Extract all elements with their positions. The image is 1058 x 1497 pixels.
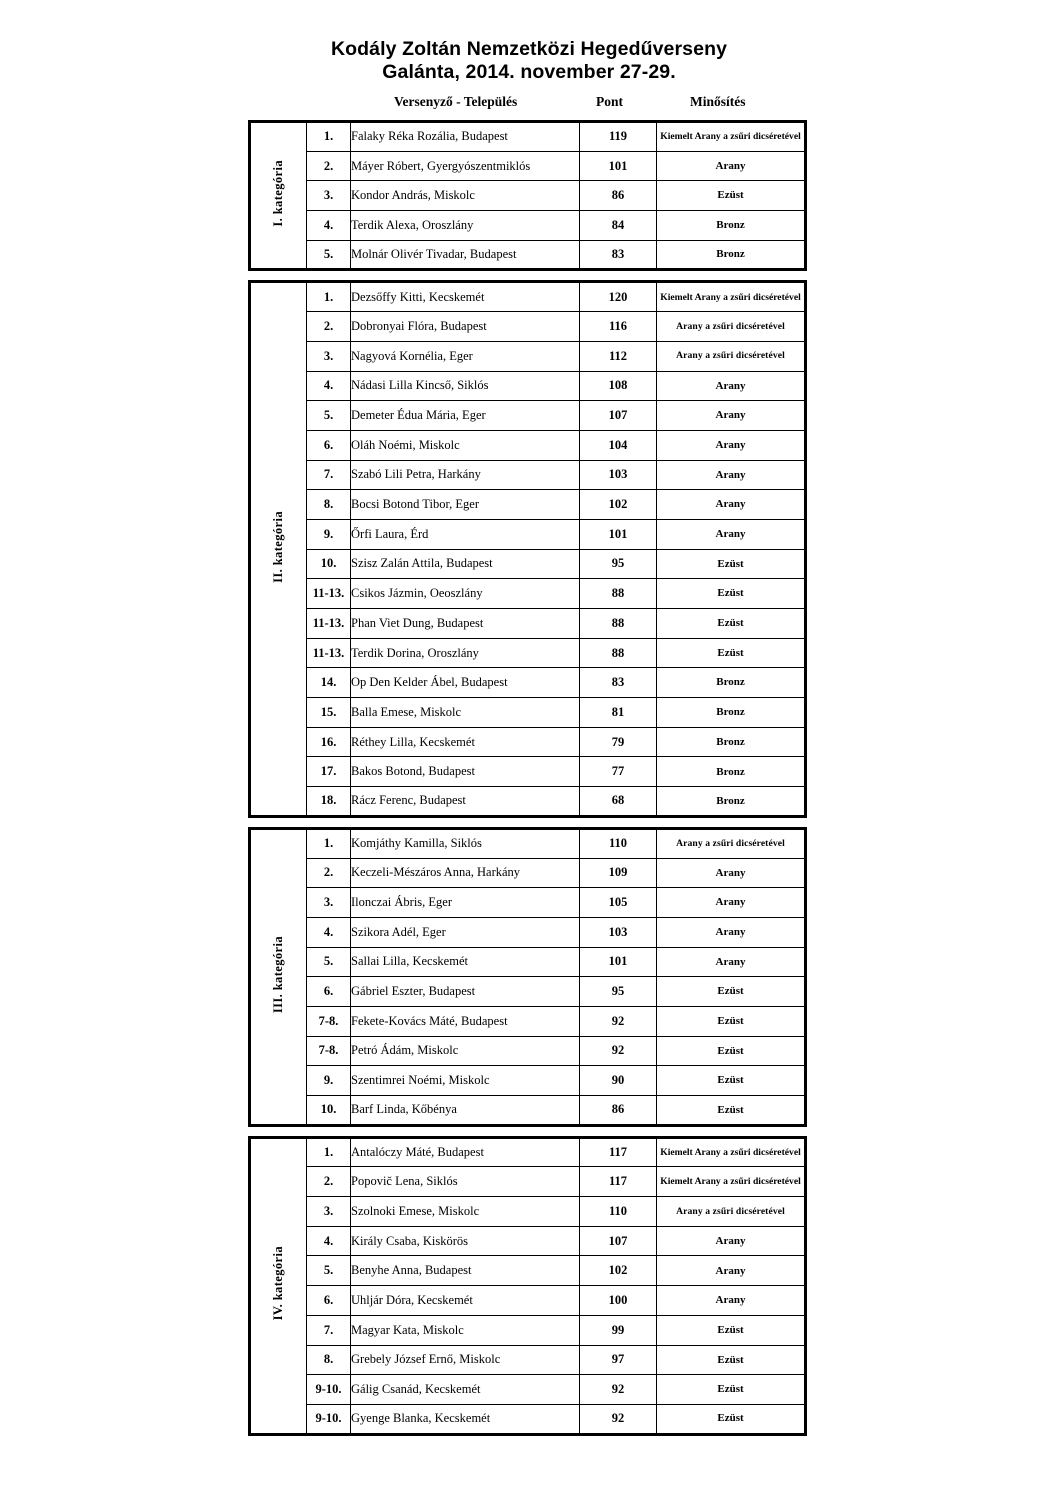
qualification-cell: Arany [657,858,806,888]
points-cell: 79 [580,727,657,757]
qualification-cell: Kiemelt Arany a zsűri dicséretével [657,1167,806,1197]
points-cell: 101 [580,519,657,549]
rank-cell: 11-13. [307,609,351,639]
qualification-cell: Arany [657,401,806,431]
document-title [0,0,1058,84]
qualification-cell: Arany [657,460,806,490]
column-headers [248,94,804,120]
competitor-name-cell: Réthey Lilla, Kecskemét [351,727,580,757]
points-cell: 110 [580,1197,657,1227]
points-cell: 92 [580,1404,657,1434]
table-row [250,371,806,401]
points-cell: 103 [580,460,657,490]
table-row [250,1256,806,1286]
competitor-name-cell: Rácz Ferenc, Budapest [351,787,580,817]
points-cell: 109 [580,858,657,888]
table-row [250,1197,806,1227]
table-row [250,609,806,639]
table-row [250,181,806,211]
competitor-name-cell: Sallai Lilla, Kecskemét [351,947,580,977]
table-row [250,122,806,152]
points-cell: 92 [580,1375,657,1405]
qualification-cell: Arany a zsűri dicséretével [657,828,806,858]
qualification-cell: Kiemelt Arany a zsűri dicséretével [657,1137,806,1167]
competitor-name-cell: Phan Viet Dung, Budapest [351,609,580,639]
competitor-name-cell: Nagyová Kornélia, Eger [351,341,580,371]
competitor-name-cell: Szikora Adél, Eger [351,917,580,947]
column-header-competitor: Versenyző - Település [394,94,518,109]
points-cell: 110 [580,828,657,858]
points-cell: 102 [580,1256,657,1286]
rank-cell: 16. [307,727,351,757]
rank-cell: 2. [307,151,351,181]
points-cell: 68 [580,787,657,817]
qualification-cell: Ezüst [657,609,806,639]
category-table [248,280,807,817]
title-line-1: Kodály Zoltán Nemzetközi Hegedűverseny [330,38,728,60]
table-row [250,1226,806,1256]
qualification-cell: Ezüst [657,1315,806,1345]
qualification-cell: Ezüst [657,1404,806,1434]
points-cell: 120 [580,282,657,312]
qualification-cell: Arany a zsűri dicséretével [657,341,806,371]
points-cell: 107 [580,401,657,431]
points-cell: 117 [580,1137,657,1167]
rank-cell: 4. [307,917,351,947]
competitor-name-cell: Nádasi Lilla Kincső, Siklós [351,371,580,401]
rank-cell: 2. [307,312,351,342]
qualification-cell: Ezüst [657,1036,806,1066]
table-row [250,1167,806,1197]
points-cell: 86 [580,1096,657,1126]
qualification-cell: Ezüst [657,1375,806,1405]
competitor-name-cell: Komjáthy Kamilla, Siklós [351,828,580,858]
qualification-cell: Ezüst [657,1066,806,1096]
competitor-name-cell: Uhljár Dóra, Kecskemét [351,1286,580,1316]
qualification-cell: Arany [657,1286,806,1316]
table-row [250,490,806,520]
qualification-cell: Bronz [657,787,806,817]
qualification-cell: Ezüst [657,1345,806,1375]
table-row [250,1006,806,1036]
table-row [250,549,806,579]
competitor-name-cell: Terdik Alexa, Oroszlány [351,211,580,241]
competitor-name-cell: Gálig Csanád, Kecskemét [351,1375,580,1405]
points-cell: 108 [580,371,657,401]
results-tables [248,94,804,1445]
competitor-name-cell: Király Csaba, Kiskörös [351,1226,580,1256]
table-row [250,211,806,241]
points-cell: 77 [580,757,657,787]
points-cell: 112 [580,341,657,371]
rank-cell: 2. [307,858,351,888]
table-row [250,638,806,668]
rank-cell: 1. [307,282,351,312]
qualification-cell: Bronz [657,727,806,757]
table-row [250,1137,806,1167]
rank-cell: 5. [307,947,351,977]
points-cell: 83 [580,240,657,270]
table-row [250,787,806,817]
table-row [250,151,806,181]
rank-cell: 2. [307,1167,351,1197]
rank-cell: 14. [307,668,351,698]
competitor-name-cell: Dezsőffy Kitti, Kecskemét [351,282,580,312]
points-cell: 119 [580,122,657,152]
category-table [248,1136,807,1436]
points-cell: 90 [580,1066,657,1096]
qualification-cell: Ezüst [657,549,806,579]
competitor-name-cell: Op Den Kelder Ábel, Budapest [351,668,580,698]
table-row [250,519,806,549]
rank-cell: 6. [307,430,351,460]
category-label-cell [250,1137,307,1434]
category-label-cell [250,828,307,1125]
competitor-name-cell: Petró Ádám, Miskolc [351,1036,580,1066]
table-row [250,668,806,698]
qualification-cell: Arany a zsűri dicséretével [657,1197,806,1227]
points-cell: 81 [580,698,657,728]
rank-cell: 7-8. [307,1006,351,1036]
competitor-name-cell: Falaky Réka Rozália, Budapest [351,122,580,152]
competitor-name-cell: Szabó Lili Petra, Harkány [351,460,580,490]
qualification-cell: Arany [657,490,806,520]
rank-cell: 7. [307,1315,351,1345]
rank-cell: 1. [307,122,351,152]
qualification-cell: Ezüst [657,977,806,1007]
table-row [250,1096,806,1126]
qualification-cell: Arany [657,430,806,460]
category-label: IV. kategória [271,1245,285,1321]
points-cell: 102 [580,490,657,520]
column-header-qualification: Minősítés [690,94,746,109]
points-cell: 99 [580,1315,657,1345]
rank-cell: 9. [307,519,351,549]
table-row [250,888,806,918]
rank-cell: 15. [307,698,351,728]
qualification-cell: Bronz [657,698,806,728]
points-cell: 88 [580,638,657,668]
rank-cell: 3. [307,1197,351,1227]
qualification-cell: Arany a zsűri dicséretével [657,312,806,342]
table-row [250,828,806,858]
qualification-cell: Arany [657,1226,806,1256]
qualification-cell: Arany [657,1256,806,1286]
category-label: III. kategória [271,935,285,1013]
rank-cell: 6. [307,977,351,1007]
qualification-cell: Ezüst [657,1006,806,1036]
rank-cell: 5. [307,1256,351,1286]
qualification-cell: Bronz [657,668,806,698]
competitor-name-cell: Bakos Botond, Budapest [351,757,580,787]
rank-cell: 6. [307,1286,351,1316]
competitor-name-cell: Szolnoki Emese, Miskolc [351,1197,580,1227]
qualification-cell: Arany [657,888,806,918]
competitor-name-cell: Molnár Olivér Tivadar, Budapest [351,240,580,270]
table-row [250,858,806,888]
qualification-cell: Arany [657,371,806,401]
table-row [250,430,806,460]
points-cell: 88 [580,579,657,609]
points-cell: 92 [580,1006,657,1036]
table-row [250,698,806,728]
qualification-cell: Arany [657,917,806,947]
qualification-cell: Ezüst [657,638,806,668]
competitor-name-cell: Popovič Lena, Siklós [351,1167,580,1197]
competitor-name-cell: Grebely József Ernő, Miskolc [351,1345,580,1375]
rank-cell: 7. [307,460,351,490]
competitor-name-cell: Barf Linda, Kőbénya [351,1096,580,1126]
points-cell: 100 [580,1286,657,1316]
qualification-cell: Arany [657,519,806,549]
table-row [250,1036,806,1066]
competitor-name-cell: Máyer Róbert, Gyergyószentmiklós [351,151,580,181]
points-cell: 92 [580,1036,657,1066]
rank-cell: 8. [307,490,351,520]
table-row [250,460,806,490]
rank-cell: 3. [307,181,351,211]
points-cell: 97 [580,1345,657,1375]
competitor-name-cell: Antalóczy Máté, Budapest [351,1137,580,1167]
rank-cell: 10. [307,1096,351,1126]
category-table [248,827,807,1127]
points-cell: 88 [580,609,657,639]
rank-cell: 1. [307,828,351,858]
qualification-cell: Bronz [657,240,806,270]
competitor-name-cell: Gyenge Blanka, Kecskemét [351,1404,580,1434]
rank-cell: 4. [307,1226,351,1256]
competitor-name-cell: Ilonczai Ábris, Eger [351,888,580,918]
category-label-cell [250,122,307,270]
competitor-name-cell: Fekete-Kovács Máté, Budapest [351,1006,580,1036]
table-row [250,312,806,342]
points-cell: 101 [580,947,657,977]
table-row [250,757,806,787]
table-row [250,401,806,431]
points-cell: 105 [580,888,657,918]
competitor-name-cell: Dobronyai Flóra, Budapest [351,312,580,342]
qualification-cell: Bronz [657,211,806,241]
qualification-cell: Arany [657,947,806,977]
competitor-name-cell: Magyar Kata, Miskolc [351,1315,580,1345]
points-cell: 107 [580,1226,657,1256]
qualification-cell: Bronz [657,757,806,787]
table-row [250,977,806,1007]
rank-cell: 11-13. [307,579,351,609]
competitor-name-cell: Csikos Jázmin, Oeoszlány [351,579,580,609]
category-tables-host [248,120,804,1436]
competitor-name-cell: Bocsi Botond Tibor, Eger [351,490,580,520]
points-cell: 84 [580,211,657,241]
rank-cell: 9-10. [307,1375,351,1405]
qualification-cell: Arany [657,151,806,181]
qualification-cell: Ezüst [657,579,806,609]
table-row [250,1066,806,1096]
rank-cell: 4. [307,371,351,401]
rank-cell: 10. [307,549,351,579]
competitor-name-cell: Benyhe Anna, Budapest [351,1256,580,1286]
category-label: I. kategória [271,159,285,227]
rank-cell: 1. [307,1137,351,1167]
qualification-cell: Ezüst [657,181,806,211]
rank-cell: 17. [307,757,351,787]
rank-cell: 3. [307,341,351,371]
competitor-name-cell: Gábriel Eszter, Budapest [351,977,580,1007]
rank-cell: 11-13. [307,638,351,668]
rank-cell: 5. [307,240,351,270]
table-row [250,947,806,977]
points-cell: 95 [580,549,657,579]
table-row [250,341,806,371]
points-cell: 95 [580,977,657,1007]
rank-cell: 9-10. [307,1404,351,1434]
table-row [250,282,806,312]
column-header-points: Pont [596,94,623,109]
rank-cell: 7-8. [307,1036,351,1066]
rank-cell: 9. [307,1066,351,1096]
competitor-name-cell: Szisz Zalán Attila, Budapest [351,549,580,579]
rank-cell: 5. [307,401,351,431]
table-row [250,579,806,609]
table-row [250,727,806,757]
rank-cell: 18. [307,787,351,817]
points-cell: 103 [580,917,657,947]
competitor-name-cell: Oláh Noémi, Miskolc [351,430,580,460]
table-row [250,1375,806,1405]
rank-cell: 3. [307,888,351,918]
table-row [250,1315,806,1345]
category-label: II. kategória [271,510,285,583]
points-cell: 86 [580,181,657,211]
table-row [250,1404,806,1434]
rank-cell: 4. [307,211,351,241]
points-cell: 116 [580,312,657,342]
points-cell: 83 [580,668,657,698]
category-label-cell [250,282,307,816]
title-line-2: Galánta, 2014. november 27-29. [382,61,676,83]
competitor-name-cell: Szentimrei Noémi, Miskolc [351,1066,580,1096]
table-row [250,1345,806,1375]
competitor-name-cell: Terdik Dorina, Oroszlány [351,638,580,668]
table-row [250,917,806,947]
qualification-cell: Kiemelt Arany a zsűri dicséretével [657,122,806,152]
competitor-name-cell: Keczeli-Mészáros Anna, Harkány [351,858,580,888]
points-cell: 101 [580,151,657,181]
table-row [250,240,806,270]
points-cell: 104 [580,430,657,460]
competitor-name-cell: Demeter Édua Mária, Eger [351,401,580,431]
points-cell: 117 [580,1167,657,1197]
qualification-cell: Ezüst [657,1096,806,1126]
table-row [250,1286,806,1316]
qualification-cell: Kiemelt Arany a zsűri dicséretével [657,282,806,312]
category-table [248,120,807,271]
competitor-name-cell: Őrfi Laura, Érd [351,519,580,549]
competitor-name-cell: Balla Emese, Miskolc [351,698,580,728]
rank-cell: 8. [307,1345,351,1375]
competitor-name-cell: Kondor András, Miskolc [351,181,580,211]
